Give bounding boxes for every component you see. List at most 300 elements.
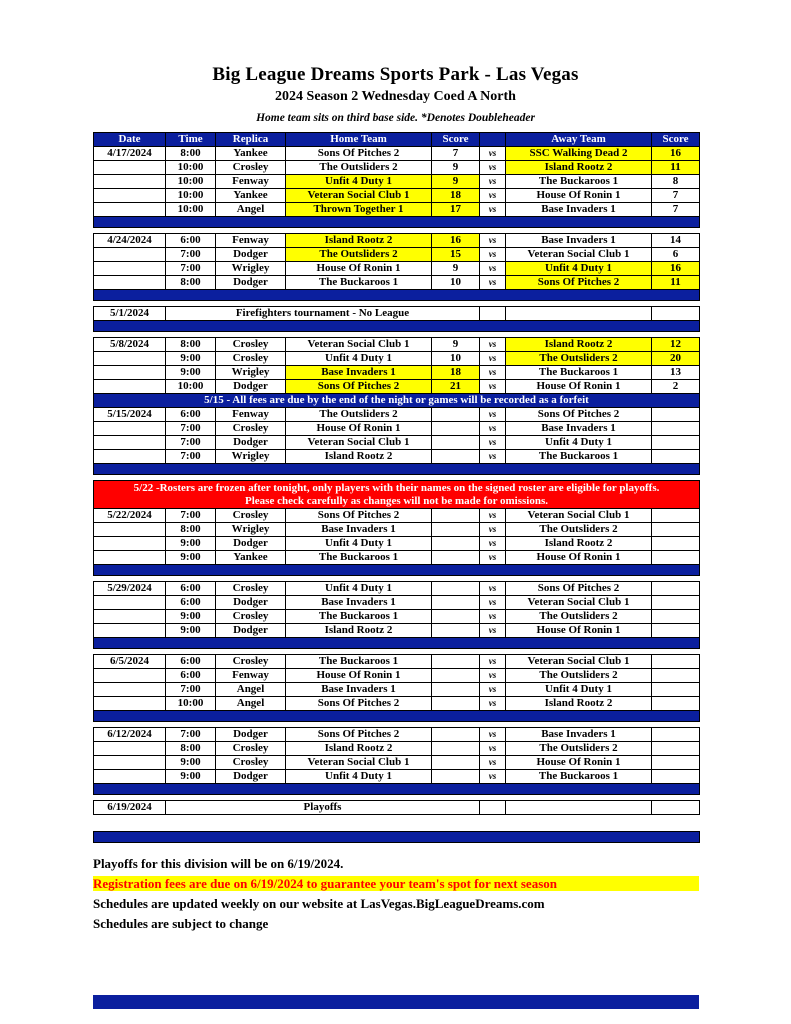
schedule-table <box>93 132 700 843</box>
replica-cell: Crosley <box>216 338 286 352</box>
home-team-cell: Island Rootz 2 <box>286 450 432 464</box>
away-score-cell <box>652 450 700 464</box>
home-team-cell: The Outsliders 2 <box>286 408 432 422</box>
away-team-cell: House Of Ronin 1 <box>506 551 652 565</box>
home-team-cell: Sons Of Pitches 2 <box>286 380 432 394</box>
vs-label: vs <box>480 509 506 523</box>
row-game <box>94 175 700 189</box>
event-label-cell: Firefighters tournament - No League <box>166 307 480 321</box>
time-cell: 8:00 <box>166 742 216 756</box>
home-score-cell <box>432 596 480 610</box>
home-team-cell: Veteran Social Club 1 <box>286 756 432 770</box>
replica-cell: Dodger <box>216 770 286 784</box>
home-score-cell <box>432 422 480 436</box>
separator-bar <box>94 217 700 228</box>
time-cell: 6:00 <box>166 655 216 669</box>
vs-label: vs <box>480 366 506 380</box>
away-score-cell: 2 <box>652 380 700 394</box>
date-cell: 4/17/2024 <box>94 147 166 161</box>
away-score-cell <box>652 523 700 537</box>
date-cell <box>94 436 166 450</box>
home-score-cell <box>432 624 480 638</box>
date-cell: 5/8/2024 <box>94 338 166 352</box>
row-game <box>94 380 700 394</box>
row-separator <box>94 464 700 475</box>
replica-cell: Crosley <box>216 509 286 523</box>
home-score-cell: 9 <box>432 338 480 352</box>
time-cell: 9:00 <box>166 352 216 366</box>
vs-label: vs <box>480 234 506 248</box>
playoffs-note: Playoffs for this division will be on 6/19/2024. <box>93 856 344 871</box>
row-banner <box>94 394 700 408</box>
date-cell <box>94 203 166 217</box>
time-cell: 7:00 <box>166 248 216 262</box>
replica-cell: Crosley <box>216 756 286 770</box>
home-team-cell: The Outsliders 2 <box>286 161 432 175</box>
home-team-cell: Sons Of Pitches 2 <box>286 509 432 523</box>
away-team-cell: House Of Ronin 1 <box>506 380 652 394</box>
away-score-cell <box>652 742 700 756</box>
bottom-divider-bar <box>93 995 699 1009</box>
replica-cell: Fenway <box>216 175 286 189</box>
away-score-cell <box>652 596 700 610</box>
home-score-cell <box>432 509 480 523</box>
row-game <box>94 450 700 464</box>
page-title: Big League Dreams Sports Park - Las Vegas <box>212 64 579 85</box>
home-score-cell: 9 <box>432 175 480 189</box>
row-game <box>94 697 700 711</box>
date-cell <box>94 610 166 624</box>
away-team-cell: Base Invaders 1 <box>506 422 652 436</box>
row-game <box>94 422 700 436</box>
replica-cell: Dodger <box>216 276 286 290</box>
date-cell <box>94 262 166 276</box>
row-game <box>94 655 700 669</box>
replica-cell: Angel <box>216 203 286 217</box>
away-team-cell: Unfit 4 Duty 1 <box>506 436 652 450</box>
replica-cell: Crosley <box>216 352 286 366</box>
column-header-away-score: Score <box>652 133 700 147</box>
row-game <box>94 728 700 742</box>
row-game <box>94 742 700 756</box>
away-score-cell <box>652 801 700 815</box>
home-score-cell: 10 <box>432 352 480 366</box>
vs-label: vs <box>480 683 506 697</box>
away-team-cell <box>506 307 652 321</box>
home-team-cell: The Buckaroos 1 <box>286 610 432 624</box>
away-score-cell: 13 <box>652 366 700 380</box>
away-score-cell <box>652 756 700 770</box>
spacer-row <box>94 815 700 832</box>
row-game <box>94 770 700 784</box>
home-score-cell <box>432 683 480 697</box>
time-cell: 8:00 <box>166 338 216 352</box>
vs-label: vs <box>480 352 506 366</box>
date-cell <box>94 422 166 436</box>
home-team-cell: House Of Ronin 1 <box>286 669 432 683</box>
home-score-cell: 18 <box>432 189 480 203</box>
time-cell: 6:00 <box>166 582 216 596</box>
home-score-cell <box>432 655 480 669</box>
away-team-cell: Sons Of Pitches 2 <box>506 408 652 422</box>
away-score-cell <box>652 582 700 596</box>
footer <box>93 856 699 931</box>
home-team-cell: Sons Of Pitches 2 <box>286 147 432 161</box>
row-separator <box>94 321 700 332</box>
replica-cell: Fenway <box>216 669 286 683</box>
row-separator <box>94 638 700 649</box>
replica-cell: Dodger <box>216 537 286 551</box>
away-team-cell: The Outsliders 2 <box>506 352 652 366</box>
home-score-cell: 18 <box>432 366 480 380</box>
separator-bar <box>94 290 700 301</box>
home-team-cell: Unfit 4 Duty 1 <box>286 582 432 596</box>
replica-cell: Dodger <box>216 248 286 262</box>
date-cell <box>94 352 166 366</box>
vs-label: vs <box>480 436 506 450</box>
away-team-cell: House Of Ronin 1 <box>506 189 652 203</box>
row-separator <box>94 565 700 576</box>
date-cell <box>94 189 166 203</box>
replica-cell: Wrigley <box>216 262 286 276</box>
vs-label: vs <box>480 248 506 262</box>
date-cell <box>94 683 166 697</box>
vs-label: vs <box>480 728 506 742</box>
away-team-cell: The Buckaroos 1 <box>506 770 652 784</box>
row-game <box>94 624 700 638</box>
home-score-cell <box>432 610 480 624</box>
home-score-cell <box>432 436 480 450</box>
time-cell: 9:00 <box>166 770 216 784</box>
home-team-cell: The Buckaroos 1 <box>286 551 432 565</box>
away-team-cell: Base Invaders 1 <box>506 234 652 248</box>
date-cell <box>94 756 166 770</box>
time-cell: 10:00 <box>166 203 216 217</box>
vs-label: vs <box>480 276 506 290</box>
date-cell: 6/19/2024 <box>94 801 166 815</box>
away-team-cell: The Outsliders 2 <box>506 669 652 683</box>
vs-label: vs <box>480 450 506 464</box>
separator-bar <box>94 711 700 722</box>
away-score-cell <box>652 728 700 742</box>
home-score-cell: 16 <box>432 234 480 248</box>
away-score-cell: 8 <box>652 175 700 189</box>
date-cell <box>94 669 166 683</box>
away-team-cell <box>506 801 652 815</box>
row-game <box>94 683 700 697</box>
home-team-cell: Unfit 4 Duty 1 <box>286 537 432 551</box>
replica-cell: Wrigley <box>216 450 286 464</box>
away-team-cell: The Outsliders 2 <box>506 742 652 756</box>
vs-label: vs <box>480 697 506 711</box>
home-score-cell <box>432 551 480 565</box>
row-game <box>94 551 700 565</box>
away-score-cell <box>652 551 700 565</box>
away-team-cell: The Buckaroos 1 <box>506 366 652 380</box>
subject-to-change-note: Schedules are subject to change <box>93 916 269 931</box>
away-team-cell: Island Rootz 2 <box>506 338 652 352</box>
time-cell: 9:00 <box>166 756 216 770</box>
banner-line: 5/22 -Rosters are frozen after tonight, only players with their names on the signed roster are eligible for playoffs. <box>133 482 660 494</box>
home-team-cell: Base Invaders 1 <box>286 523 432 537</box>
banner-line: 5/15 - All fees are due by the end of the night or games will be recorded as a forfeit <box>204 394 589 407</box>
row-game <box>94 408 700 422</box>
home-score-cell <box>432 728 480 742</box>
date-cell <box>94 770 166 784</box>
home-team-cell: Island Rootz 2 <box>286 742 432 756</box>
row-game <box>94 276 700 290</box>
away-score-cell: 16 <box>652 262 700 276</box>
home-team-cell: Thrown Together 1 <box>286 203 432 217</box>
time-cell: 6:00 <box>166 408 216 422</box>
home-score-cell: 17 <box>432 203 480 217</box>
away-team-cell: Island Rootz 2 <box>506 537 652 551</box>
replica-cell: Crosley <box>216 582 286 596</box>
row-separator <box>94 217 700 228</box>
date-cell: 6/5/2024 <box>94 655 166 669</box>
away-score-cell <box>652 307 700 321</box>
away-team-cell: The Buckaroos 1 <box>506 450 652 464</box>
away-team-cell: Veteran Social Club 1 <box>506 248 652 262</box>
time-cell: 9:00 <box>166 366 216 380</box>
date-cell <box>94 276 166 290</box>
time-cell: 10:00 <box>166 161 216 175</box>
row-game <box>94 203 700 217</box>
time-cell: 7:00 <box>166 509 216 523</box>
date-cell <box>94 366 166 380</box>
date-cell <box>94 697 166 711</box>
away-team-cell: Sons Of Pitches 2 <box>506 276 652 290</box>
away-team-cell: Base Invaders 1 <box>506 728 652 742</box>
event-label-cell: Playoffs <box>166 801 480 815</box>
row-game <box>94 147 700 161</box>
home-team-cell: Sons Of Pitches 2 <box>286 697 432 711</box>
away-team-cell: Unfit 4 Duty 1 <box>506 262 652 276</box>
home-team-cell: The Buckaroos 1 <box>286 276 432 290</box>
vs-label: vs <box>480 147 506 161</box>
time-cell: 6:00 <box>166 596 216 610</box>
time-cell: 9:00 <box>166 551 216 565</box>
replica-cell: Crosley <box>216 742 286 756</box>
row-game <box>94 756 700 770</box>
date-cell <box>94 523 166 537</box>
vs-empty-cell <box>480 307 506 321</box>
away-score-cell: 16 <box>652 147 700 161</box>
replica-cell: Yankee <box>216 189 286 203</box>
away-team-cell: Veteran Social Club 1 <box>506 655 652 669</box>
away-team-cell: Base Invaders 1 <box>506 203 652 217</box>
vs-label: vs <box>480 742 506 756</box>
date-cell <box>94 742 166 756</box>
date-cell: 5/22/2024 <box>94 509 166 523</box>
away-score-cell: 7 <box>652 189 700 203</box>
page-subtitle: 2024 Season 2 Wednesday Coed A North <box>275 89 516 104</box>
away-score-cell: 12 <box>652 338 700 352</box>
row-game <box>94 366 700 380</box>
date-cell <box>94 380 166 394</box>
replica-cell: Fenway <box>216 234 286 248</box>
row-game <box>94 189 700 203</box>
row-game <box>94 523 700 537</box>
registration-note: Registration fees are due on 6/19/2024 to guarantee your team's spot for next season <box>93 876 699 891</box>
home-score-cell <box>432 408 480 422</box>
home-score-cell <box>432 742 480 756</box>
separator-bar <box>94 565 700 576</box>
row-game <box>94 596 700 610</box>
row-separator <box>94 711 700 722</box>
home-score-cell: 21 <box>432 380 480 394</box>
home-team-cell: Base Invaders 1 <box>286 683 432 697</box>
date-cell <box>94 551 166 565</box>
row-game <box>94 509 700 523</box>
away-score-cell <box>652 669 700 683</box>
row-separator <box>94 832 700 843</box>
home-team-cell: Veteran Social Club 1 <box>286 338 432 352</box>
vs-label: vs <box>480 582 506 596</box>
vs-label: vs <box>480 189 506 203</box>
vs-label: vs <box>480 770 506 784</box>
row-game <box>94 537 700 551</box>
separator-bar <box>94 321 700 332</box>
home-score-cell <box>432 582 480 596</box>
row-event <box>94 307 700 321</box>
home-score-cell <box>432 770 480 784</box>
date-cell: 5/29/2024 <box>94 582 166 596</box>
home-score-cell: 7 <box>432 147 480 161</box>
row-game <box>94 436 700 450</box>
away-score-cell: 11 <box>652 276 700 290</box>
vs-label: vs <box>480 756 506 770</box>
away-team-cell: House Of Ronin 1 <box>506 756 652 770</box>
time-cell: 9:00 <box>166 537 216 551</box>
vs-empty-cell <box>480 801 506 815</box>
home-team-cell: Unfit 4 Duty 1 <box>286 770 432 784</box>
replica-cell: Wrigley <box>216 366 286 380</box>
away-score-cell <box>652 422 700 436</box>
vs-label: vs <box>480 338 506 352</box>
time-cell: 8:00 <box>166 276 216 290</box>
vs-label: vs <box>480 408 506 422</box>
row-game <box>94 248 700 262</box>
home-team-cell: The Outsliders 2 <box>286 248 432 262</box>
home-score-cell <box>432 756 480 770</box>
time-cell: 10:00 <box>166 175 216 189</box>
time-cell: 7:00 <box>166 422 216 436</box>
replica-cell: Yankee <box>216 551 286 565</box>
away-team-cell: Veteran Social Club 1 <box>506 596 652 610</box>
column-header-time: Time <box>166 133 216 147</box>
time-cell: 8:00 <box>166 147 216 161</box>
away-score-cell: 14 <box>652 234 700 248</box>
time-cell: 9:00 <box>166 624 216 638</box>
home-team-note: Home team sits on third base side. *Denotes Doubleheader <box>256 112 535 124</box>
vs-label: vs <box>480 610 506 624</box>
column-header-vs <box>480 133 506 147</box>
row-game <box>94 161 700 175</box>
away-score-cell <box>652 683 700 697</box>
time-cell: 7:00 <box>166 450 216 464</box>
home-team-cell: Unfit 4 Duty 1 <box>286 352 432 366</box>
away-score-cell <box>652 770 700 784</box>
away-team-cell: Unfit 4 Duty 1 <box>506 683 652 697</box>
time-cell: 10:00 <box>166 380 216 394</box>
date-cell <box>94 248 166 262</box>
home-score-cell: 10 <box>432 276 480 290</box>
replica-cell: Dodger <box>216 624 286 638</box>
away-score-cell <box>652 610 700 624</box>
date-cell: 6/12/2024 <box>94 728 166 742</box>
home-score-cell: 15 <box>432 248 480 262</box>
home-team-cell: House Of Ronin 1 <box>286 422 432 436</box>
away-score-cell: 6 <box>652 248 700 262</box>
row-game <box>94 352 700 366</box>
vs-label: vs <box>480 596 506 610</box>
time-cell: 8:00 <box>166 523 216 537</box>
row-separator <box>94 784 700 795</box>
away-score-cell <box>652 697 700 711</box>
separator-bar <box>94 464 700 475</box>
date-cell <box>94 624 166 638</box>
column-header-away-team: Away Team <box>506 133 652 147</box>
vs-label: vs <box>480 203 506 217</box>
home-team-cell: Base Invaders 1 <box>286 596 432 610</box>
vs-label: vs <box>480 161 506 175</box>
vs-label: vs <box>480 175 506 189</box>
home-team-cell: Island Rootz 2 <box>286 624 432 638</box>
replica-cell: Fenway <box>216 408 286 422</box>
row-game <box>94 338 700 352</box>
date-cell: 4/24/2024 <box>94 234 166 248</box>
home-score-cell <box>432 669 480 683</box>
home-score-cell: 9 <box>432 161 480 175</box>
replica-cell: Wrigley <box>216 523 286 537</box>
separator-bar <box>94 784 700 795</box>
row-game <box>94 582 700 596</box>
away-score-cell <box>652 408 700 422</box>
vs-label: vs <box>480 655 506 669</box>
away-score-cell <box>652 655 700 669</box>
time-cell: 10:00 <box>166 697 216 711</box>
away-score-cell: 11 <box>652 161 700 175</box>
banner-line: Please check carefully as changes will not be made for omissions. <box>245 494 548 507</box>
vs-label: vs <box>480 262 506 276</box>
away-score-cell <box>652 624 700 638</box>
time-cell: 6:00 <box>166 669 216 683</box>
vs-label: vs <box>480 380 506 394</box>
home-team-cell: Island Rootz 2 <box>286 234 432 248</box>
away-score-cell <box>652 509 700 523</box>
vs-label: vs <box>480 523 506 537</box>
column-header-home-score: Score <box>432 133 480 147</box>
home-team-cell: Veteran Social Club 1 <box>286 189 432 203</box>
away-team-cell: SSC Walking Dead 2 <box>506 147 652 161</box>
separator-bar <box>94 832 700 843</box>
date-cell: 5/15/2024 <box>94 408 166 422</box>
home-team-cell: Sons Of Pitches 2 <box>286 728 432 742</box>
home-score-cell <box>432 450 480 464</box>
away-score-cell: 20 <box>652 352 700 366</box>
replica-cell: Dodger <box>216 728 286 742</box>
time-cell: 7:00 <box>166 262 216 276</box>
replica-cell: Angel <box>216 683 286 697</box>
time-cell: 7:00 <box>166 728 216 742</box>
banner-blue <box>94 394 700 408</box>
away-score-cell <box>652 537 700 551</box>
time-cell: 10:00 <box>166 189 216 203</box>
replica-cell: Dodger <box>216 596 286 610</box>
column-header-home-team: Home Team <box>286 133 432 147</box>
away-team-cell: Island Rootz 2 <box>506 697 652 711</box>
